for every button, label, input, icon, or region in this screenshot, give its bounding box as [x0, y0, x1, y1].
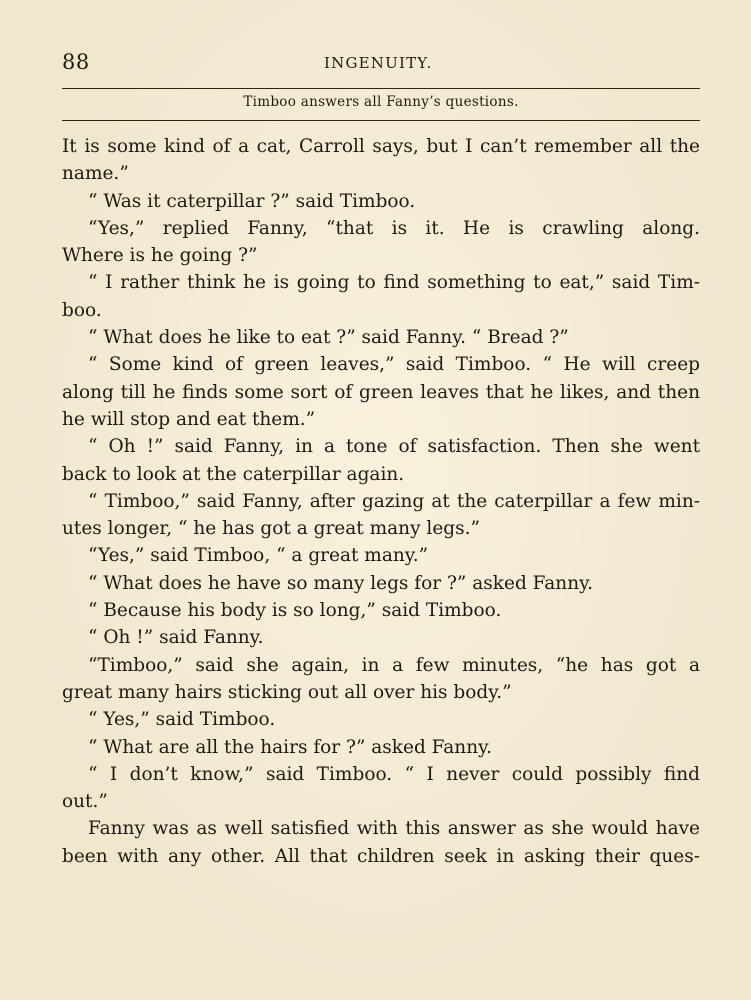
page-subhead: Timboo answers all Fanny’s questions. [243, 94, 519, 110]
text-line: been with any other. All that children seek in asking their ques- [62, 845, 700, 867]
text-line: “ What does he like to eat ?” said Fanny. “ Bread ?” [88, 327, 569, 349]
page-number: 88 [62, 50, 90, 74]
text-line: utes longer, “ he has got a great many legs.” [62, 518, 480, 540]
text-line: “Yes,” replied Fanny, “that is it. He is crawling along. [88, 217, 700, 239]
text-line: “ What does he have so many legs for ?” asked Fanny. [88, 572, 593, 594]
text-line: “ Some kind of green leaves,” said Timboo. “ He will creep [88, 354, 700, 376]
text-line: “ Because his body is so long,” said Timboo. [88, 600, 502, 622]
text-line: “ Oh !” said Fanny, in a tone of satisfaction. Then she went [88, 436, 700, 458]
header-rule-bottom [62, 120, 700, 121]
text-line: “ Yes,” said Timboo. [88, 709, 276, 731]
running-head: INGENUITY. [324, 54, 433, 72]
text-line: back to look at the caterpillar again. [62, 463, 405, 485]
text-line: “ Timboo,” said Fanny, after gazing at the caterpillar a few min- [88, 490, 700, 512]
text-line: Fanny was as well satisfied with this answer as she would have [88, 818, 700, 840]
text-line: “ I rather think he is going to find something to eat,” said Tim- [88, 272, 700, 294]
text-line: “ Oh !” said Fanny. [88, 627, 264, 649]
text-line: along till he finds some sort of green leaves that he likes, and then [62, 381, 700, 403]
body-text [62, 133, 700, 870]
text-line: “Timboo,” said she again, in a few minutes, “he has got a [88, 654, 700, 676]
page-header [62, 50, 700, 80]
text-line: “ What are all the hairs for ?” asked Fanny. [88, 736, 493, 758]
text-line: great many hairs sticking out all over his body.” [62, 681, 512, 703]
header-rule-top [62, 88, 700, 89]
text-line: name.” [62, 163, 129, 185]
text-line: he will stop and eat them.” [62, 408, 316, 430]
text-line: “Yes,” said Timboo, “ a great many.” [88, 545, 429, 567]
text-line: “ Was it caterpillar ?” said Timboo. [88, 190, 416, 212]
text-line: It is some kind of a cat, Carroll says, but I can’t remember all the [62, 136, 700, 157]
text-line: “ I don’t know,” said Timboo. “ I never could possibly find [88, 763, 700, 785]
text-line: boo. [62, 299, 102, 321]
text-line: out.” [62, 791, 108, 813]
text-line: Where is he going ?” [62, 245, 258, 267]
